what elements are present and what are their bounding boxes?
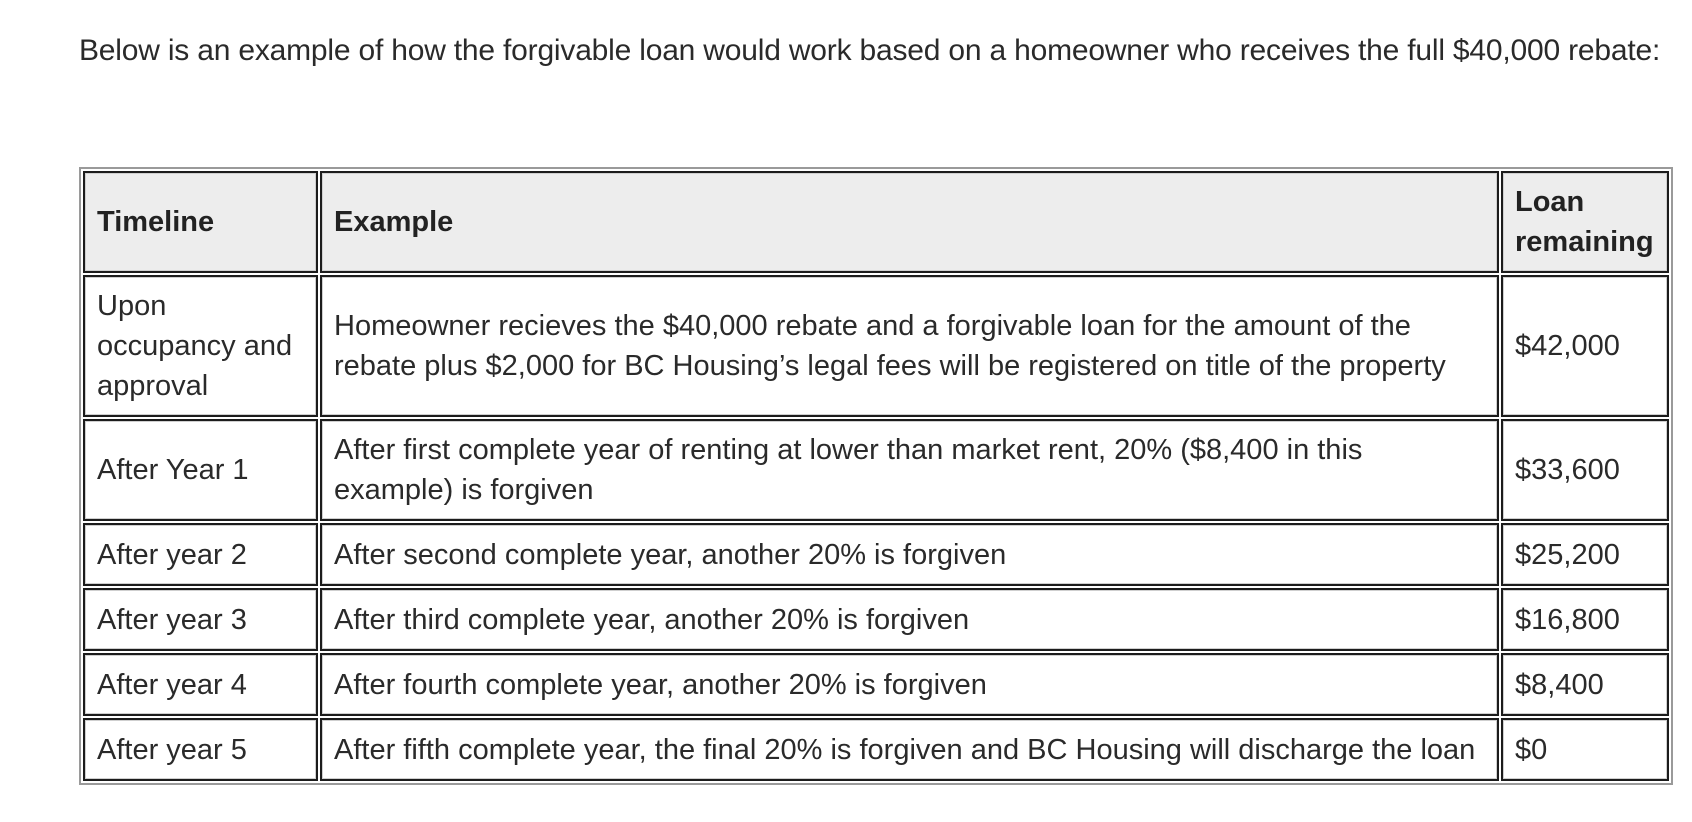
header-timeline: Timeline [83,171,318,273]
example-cell: Homeowner recieves the $40,000 rebate and a forgivable loan for the amount of the rebate plus $2,000 for BC Housing’s legal fees will be registered on title of the property [320,275,1499,417]
header-loan-remaining: Loan remaining [1501,171,1669,273]
example-cell: After fifth complete year, the final 20% is forgiven and BC Housing will discharge the loan [320,718,1499,781]
example-cell: After second complete year, another 20% is forgiven [320,523,1499,586]
loan-remaining-cell: $16,800 [1501,588,1669,651]
timeline-cell: After year 3 [83,588,318,651]
example-cell: After third complete year, another 20% is forgiven [320,588,1499,651]
timeline-cell: Upon occupancy and approval [83,275,318,417]
example-cell: After fourth complete year, another 20% is forgiven [320,653,1499,716]
timeline-cell: After year 5 [83,718,318,781]
table-row [83,653,1669,716]
forgivable-loan-table [81,169,1671,783]
forgivable-loan-table-container [79,167,1673,785]
table-row [83,275,1669,417]
timeline-cell: After year 2 [83,523,318,586]
table-header-row [83,171,1669,273]
timeline-cell: After Year 1 [83,419,318,521]
table-row [83,718,1669,781]
loan-remaining-cell: $8,400 [1501,653,1669,716]
intro-text: Below is an example of how the forgivable loan would work based on a homeowner who receives the full $40,000 rebate: [79,34,1661,67]
loan-remaining-cell: $33,600 [1501,419,1669,521]
loan-remaining-cell: $0 [1501,718,1669,781]
timeline-cell: After year 4 [83,653,318,716]
header-example: Example [320,171,1499,273]
table-row [83,523,1669,586]
loan-remaining-cell: $42,000 [1501,275,1669,417]
table-row [83,419,1669,521]
loan-remaining-cell: $25,200 [1501,523,1669,586]
example-cell: After first complete year of renting at lower than market rent, 20% ($8,400 in this example) is forgiven [320,419,1499,521]
table-row [83,588,1669,651]
